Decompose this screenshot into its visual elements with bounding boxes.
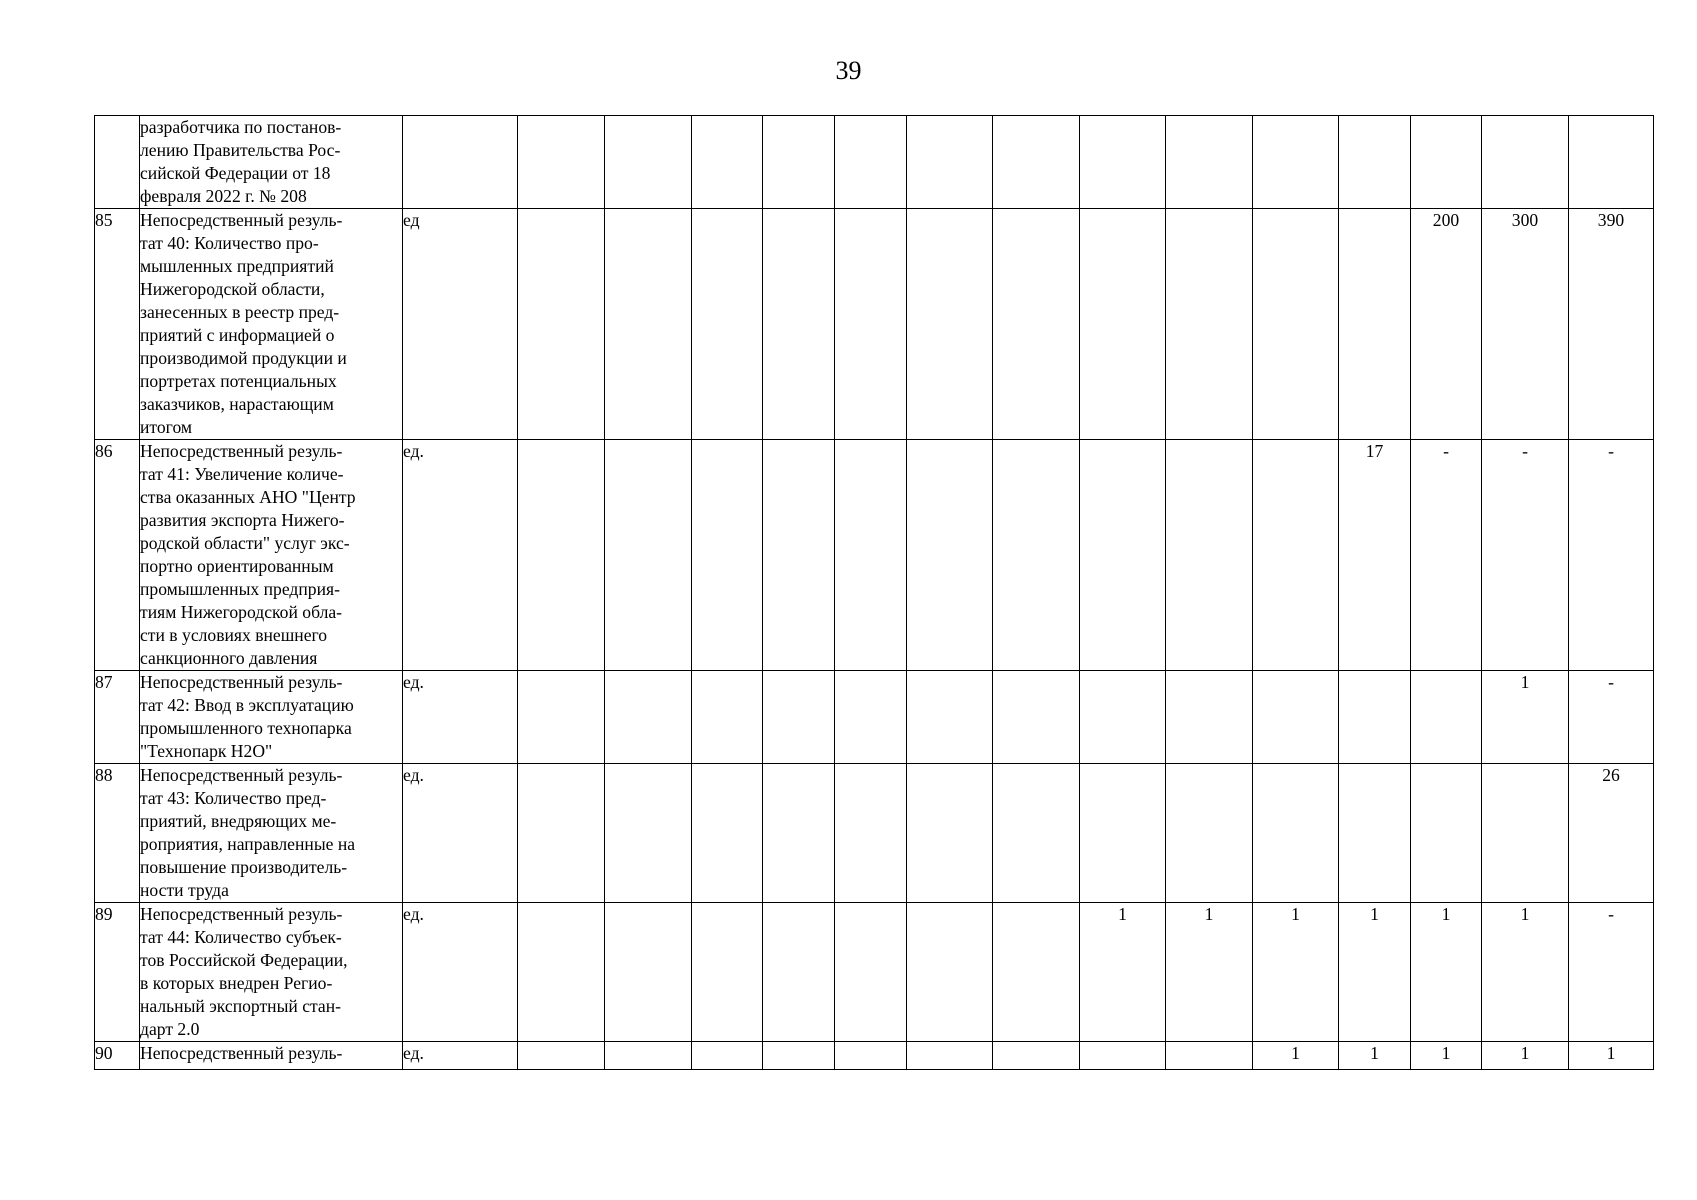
value-cell bbox=[993, 764, 1080, 903]
value-cell bbox=[518, 116, 605, 209]
value-cell bbox=[993, 671, 1080, 764]
value-cell bbox=[1080, 764, 1166, 903]
value-cell bbox=[1253, 209, 1339, 440]
value-cell bbox=[692, 1042, 763, 1070]
indicator-name-cell: Непосредственный резуль- тат 40: Количество про- мышленных предприятий Нижегородской области, занесенных в реестр пред- приятий с информацией о производимой продукции и портретах потенциальных заказчиков, нарастающим итогом bbox=[140, 209, 403, 440]
row-number-cell: 90 bbox=[95, 1042, 140, 1070]
indicator-name-cell: Непосредственный резуль- тат 43: Количество пред- приятий, внедряющих ме- роприятия, направленные на повышение производитель- ности труда bbox=[140, 764, 403, 903]
unit-cell bbox=[403, 116, 518, 209]
value-cell: 1 bbox=[1411, 1042, 1482, 1070]
value-cell bbox=[993, 1042, 1080, 1070]
value-cell bbox=[605, 764, 692, 903]
row-number-cell: 87 bbox=[95, 671, 140, 764]
row-number-cell: 85 bbox=[95, 209, 140, 440]
value-cell bbox=[605, 671, 692, 764]
value-cell bbox=[763, 116, 835, 209]
indicators-table bbox=[94, 115, 1654, 1070]
table-row bbox=[95, 209, 1654, 440]
value-cell bbox=[605, 1042, 692, 1070]
value-cell: 1 bbox=[1166, 903, 1253, 1042]
value-cell bbox=[1411, 671, 1482, 764]
value-cell bbox=[1253, 116, 1339, 209]
value-cell bbox=[1253, 671, 1339, 764]
value-cell bbox=[518, 671, 605, 764]
value-cell bbox=[835, 764, 907, 903]
value-cell: 200 bbox=[1411, 209, 1482, 440]
value-cell bbox=[763, 903, 835, 1042]
value-cell bbox=[907, 764, 993, 903]
table-row bbox=[95, 1042, 1654, 1070]
value-cell bbox=[1080, 440, 1166, 671]
table-row bbox=[95, 764, 1654, 903]
value-cell bbox=[1253, 764, 1339, 903]
value-cell bbox=[993, 209, 1080, 440]
table-row bbox=[95, 903, 1654, 1042]
value-cell bbox=[1166, 1042, 1253, 1070]
value-cell bbox=[835, 116, 907, 209]
value-cell: - bbox=[1569, 671, 1654, 764]
value-cell bbox=[907, 671, 993, 764]
value-cell bbox=[763, 1042, 835, 1070]
value-cell: 300 bbox=[1482, 209, 1569, 440]
indicator-name-cell: Непосредственный резуль- тат 41: Увеличение количе- ства оказанных АНО "Центр развития экспорта Нижего- родской области" услуг экс- портно ориентированным промышленных предприя- тиям Нижегородской обла- сти в условиях внешнего санкционного давления bbox=[140, 440, 403, 671]
value-cell bbox=[1339, 764, 1411, 903]
row-number-cell bbox=[95, 116, 140, 209]
table-row bbox=[95, 116, 1654, 209]
value-cell bbox=[835, 903, 907, 1042]
value-cell bbox=[1080, 1042, 1166, 1070]
value-cell bbox=[1253, 440, 1339, 671]
unit-cell: ед. bbox=[403, 764, 518, 903]
indicator-name-cell: разработчика по постанов- лению Правительства Рос- сийской Федерации от 18 февраля 2022 г. № 208 bbox=[140, 116, 403, 209]
value-cell bbox=[835, 671, 907, 764]
value-cell bbox=[1166, 440, 1253, 671]
value-cell: 390 bbox=[1569, 209, 1654, 440]
row-number-cell: 89 bbox=[95, 903, 140, 1042]
page-number: 39 bbox=[835, 56, 862, 85]
value-cell bbox=[993, 116, 1080, 209]
indicator-name-cell: Непосредственный резуль- тат 42: Ввод в эксплуатацию промышленного технопарка "Технопарк Н2О" bbox=[140, 671, 403, 764]
value-cell bbox=[1080, 116, 1166, 209]
indicator-name-cell: Непосредственный резуль- bbox=[140, 1042, 403, 1070]
value-cell bbox=[907, 1042, 993, 1070]
value-cell: 1 bbox=[1411, 903, 1482, 1042]
value-cell bbox=[763, 209, 835, 440]
value-cell bbox=[1482, 116, 1569, 209]
value-cell bbox=[1080, 209, 1166, 440]
value-cell bbox=[605, 209, 692, 440]
value-cell: 1 bbox=[1080, 903, 1166, 1042]
row-number-cell: 88 bbox=[95, 764, 140, 903]
value-cell bbox=[518, 903, 605, 1042]
value-cell bbox=[692, 764, 763, 903]
value-cell bbox=[605, 903, 692, 1042]
value-cell: 1 bbox=[1482, 671, 1569, 764]
value-cell bbox=[993, 903, 1080, 1042]
unit-cell: ед. bbox=[403, 671, 518, 764]
value-cell: 17 bbox=[1339, 440, 1411, 671]
value-cell bbox=[1569, 116, 1654, 209]
value-cell bbox=[835, 1042, 907, 1070]
value-cell bbox=[1482, 764, 1569, 903]
value-cell bbox=[1166, 116, 1253, 209]
value-cell bbox=[692, 116, 763, 209]
table-row bbox=[95, 440, 1654, 671]
value-cell bbox=[518, 440, 605, 671]
unit-cell: ед. bbox=[403, 903, 518, 1042]
value-cell bbox=[518, 764, 605, 903]
value-cell: - bbox=[1569, 440, 1654, 671]
value-cell bbox=[1411, 764, 1482, 903]
value-cell bbox=[907, 903, 993, 1042]
value-cell bbox=[835, 440, 907, 671]
value-cell bbox=[993, 440, 1080, 671]
value-cell: 1 bbox=[1482, 903, 1569, 1042]
value-cell bbox=[1080, 671, 1166, 764]
value-cell bbox=[1166, 764, 1253, 903]
value-cell: 26 bbox=[1569, 764, 1654, 903]
value-cell bbox=[1339, 209, 1411, 440]
value-cell bbox=[835, 209, 907, 440]
value-cell bbox=[907, 209, 993, 440]
unit-cell: ед. bbox=[403, 440, 518, 671]
value-cell bbox=[692, 440, 763, 671]
value-cell bbox=[518, 209, 605, 440]
value-cell bbox=[763, 440, 835, 671]
value-cell: - bbox=[1411, 440, 1482, 671]
value-cell bbox=[907, 440, 993, 671]
value-cell: - bbox=[1569, 903, 1654, 1042]
value-cell: - bbox=[1482, 440, 1569, 671]
value-cell bbox=[1339, 671, 1411, 764]
value-cell bbox=[1411, 116, 1482, 209]
value-cell bbox=[692, 671, 763, 764]
value-cell bbox=[1339, 116, 1411, 209]
unit-cell: ед bbox=[403, 209, 518, 440]
value-cell bbox=[1166, 671, 1253, 764]
value-cell bbox=[605, 116, 692, 209]
value-cell: 1 bbox=[1339, 903, 1411, 1042]
row-number-cell: 86 bbox=[95, 440, 140, 671]
value-cell: 1 bbox=[1253, 903, 1339, 1042]
value-cell: 1 bbox=[1253, 1042, 1339, 1070]
value-cell: 1 bbox=[1482, 1042, 1569, 1070]
value-cell bbox=[605, 440, 692, 671]
value-cell bbox=[518, 1042, 605, 1070]
value-cell bbox=[907, 116, 993, 209]
unit-cell: ед. bbox=[403, 1042, 518, 1070]
indicator-name-cell: Непосредственный резуль- тат 44: Количество субъек- тов Российской Федерации, в которых внедрен Регио- нальный экспортный стан- дарт 2.0 bbox=[140, 903, 403, 1042]
value-cell bbox=[692, 209, 763, 440]
table-row bbox=[95, 671, 1654, 764]
value-cell bbox=[692, 903, 763, 1042]
value-cell: 1 bbox=[1339, 1042, 1411, 1070]
value-cell bbox=[763, 671, 835, 764]
value-cell bbox=[1166, 209, 1253, 440]
value-cell: 1 bbox=[1569, 1042, 1654, 1070]
value-cell bbox=[763, 764, 835, 903]
